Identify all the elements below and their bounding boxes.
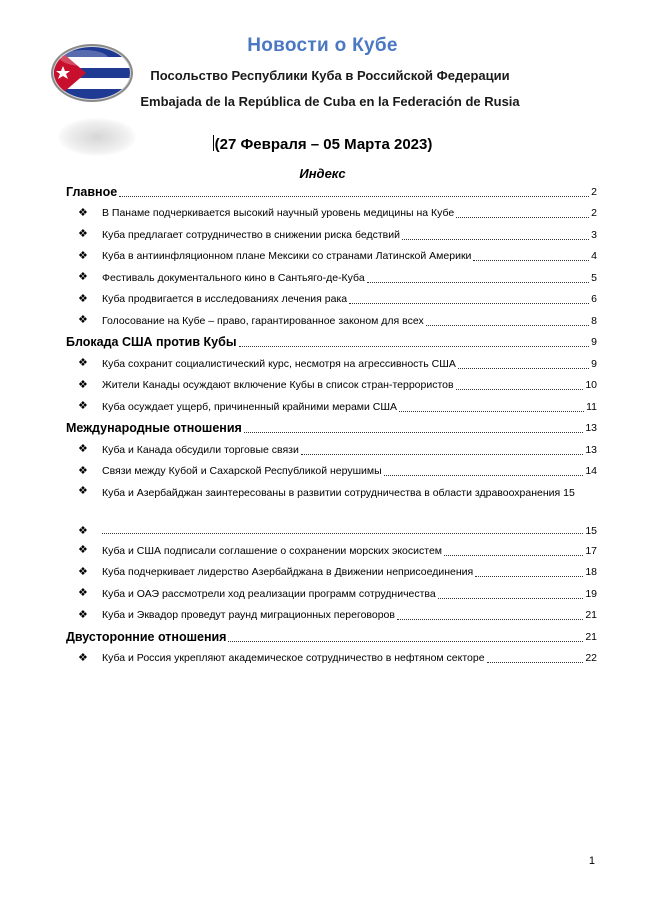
toc-leader-dots xyxy=(384,474,584,476)
toc-item[interactable] xyxy=(66,540,597,562)
toc-leader-dots xyxy=(397,618,583,620)
diamond-bullet-icon: ❖ xyxy=(78,314,88,327)
toc-item[interactable] xyxy=(66,648,597,670)
toc-item-title: Куба и Россия укрепляют академическое сотрудничество в нефтяном секторе xyxy=(102,652,485,665)
page-number: 1 xyxy=(588,855,595,867)
toc-leader-dots xyxy=(367,281,589,283)
diamond-bullet-icon: ❖ xyxy=(78,378,88,391)
toc-item[interactable] xyxy=(66,246,597,268)
toc-item-title: Куба предлагает сотрудничество в снижении риска бедствий xyxy=(102,228,400,241)
toc-item-title: Куба и ОАЭ рассмотрели ход реализации программ сотрудничества xyxy=(102,587,436,600)
date-range xyxy=(0,135,645,153)
toc-page-number: 9 xyxy=(591,357,597,370)
diamond-bullet-icon: ❖ xyxy=(78,271,88,284)
toc-leader-dots xyxy=(244,431,583,433)
toc-leader-dots xyxy=(475,575,583,577)
toc-page-number: 8 xyxy=(591,314,597,327)
toc-leader-dots xyxy=(473,259,589,261)
toc-item[interactable] xyxy=(66,461,597,483)
diamond-bullet-icon: ❖ xyxy=(78,565,88,578)
toc-item[interactable] xyxy=(66,375,597,397)
toc-page-number: 11 xyxy=(586,400,597,413)
toc-section[interactable] xyxy=(66,181,597,203)
toc-item-title: Фестиваль документального кино в Сантьяго-де-Куба xyxy=(102,271,365,284)
toc-leader-dots xyxy=(438,597,584,599)
toc-item-title: Куба и Канада обсудили торговые связи xyxy=(102,443,299,456)
toc-leader-dots xyxy=(487,661,584,663)
toc-page-number: 13 xyxy=(585,422,597,435)
toc-page-number: 21 xyxy=(585,609,597,622)
toc-page-number: 22 xyxy=(585,652,597,665)
toc-leader-dots xyxy=(458,367,589,369)
toc-item[interactable] xyxy=(66,203,597,225)
diamond-bullet-icon: ❖ xyxy=(78,357,88,370)
toc-page-number: 3 xyxy=(591,228,597,241)
diamond-bullet-icon: ❖ xyxy=(78,651,88,664)
toc-page-number: 18 xyxy=(585,566,597,579)
toc-item-title: Куба сохранит социалистический курс, несмотря на агрессивность США xyxy=(102,357,456,370)
toc-item-title: Куба и Азербайджан заинтересованы в развитии сотрудничества в области здравоохранения 15 xyxy=(102,487,575,499)
toc-section[interactable] xyxy=(66,418,597,440)
toc-item[interactable] xyxy=(66,224,597,246)
toc-leader-dots xyxy=(239,345,590,347)
toc-page-number: 5 xyxy=(591,271,597,284)
toc-section-title: Двусторонние отношения xyxy=(66,629,227,644)
text-cursor xyxy=(213,135,214,151)
toc-leader-dots xyxy=(426,324,589,326)
document-title: Новости о Кубе xyxy=(247,35,398,56)
toc-page-number: 6 xyxy=(591,293,597,306)
toc-page-number: 15 xyxy=(585,525,597,537)
diamond-bullet-icon: ❖ xyxy=(78,544,88,557)
toc-section[interactable] xyxy=(66,626,597,648)
diamond-bullet-icon: ❖ xyxy=(78,485,88,497)
diamond-bullet-icon: ❖ xyxy=(78,443,88,456)
toc-item[interactable] xyxy=(66,482,597,522)
toc-item-title: Голосование на Кубе – право, гарантированное законом для всех xyxy=(102,314,424,327)
table-of-contents xyxy=(66,181,597,669)
toc-item[interactable] xyxy=(66,583,597,605)
toc-leader-dots xyxy=(399,410,584,412)
toc-page-number: 13 xyxy=(585,443,597,456)
toc-page-number: 9 xyxy=(591,336,597,349)
toc-page-number: 14 xyxy=(585,465,597,478)
toc-item-title: Куба осуждает ущерб, причиненный крайними мерами США xyxy=(102,400,398,413)
toc-page-number: 19 xyxy=(585,587,597,600)
toc-item[interactable] xyxy=(66,289,597,311)
diamond-bullet-icon: ❖ xyxy=(78,292,88,305)
diamond-bullet-icon: ❖ xyxy=(78,400,88,413)
toc-leader-dots xyxy=(228,640,583,642)
toc-item-title: Куба подчеркивает лидерство Азербайджана в Движении неприсоединения xyxy=(102,566,474,579)
toc-item-title: Куба продвигается в исследованиях лечения рака xyxy=(102,293,348,306)
toc-item-title: В Панаме подчеркивается высокий научный уровень медицины на Кубе xyxy=(102,207,455,220)
toc-leader-dots xyxy=(456,216,589,218)
toc-page-number: 17 xyxy=(585,544,597,557)
toc-leader-dots xyxy=(301,453,583,455)
toc-leader-dots xyxy=(444,554,583,556)
toc-leader-dots xyxy=(102,532,583,534)
toc-item-title: Жители Канады осуждают включение Кубы в список стран-террористов xyxy=(102,379,454,392)
diamond-bullet-icon: ❖ xyxy=(78,587,88,600)
toc-page-number: 4 xyxy=(591,250,597,263)
diamond-bullet-icon: ❖ xyxy=(78,608,88,621)
diamond-bullet-icon: ❖ xyxy=(78,206,88,219)
toc-section[interactable] xyxy=(66,332,597,354)
toc-leader-dots xyxy=(119,195,589,197)
toc-page-number: 2 xyxy=(591,185,597,198)
toc-page-number: 2 xyxy=(591,207,597,220)
toc-section-title: Главное xyxy=(66,184,118,199)
diamond-bullet-icon: ❖ xyxy=(78,228,88,241)
toc-leader-dots xyxy=(349,302,589,304)
diamond-bullet-icon: ❖ xyxy=(78,524,88,537)
toc-item[interactable] xyxy=(66,396,597,418)
toc-leader-dots xyxy=(456,388,584,390)
subtitle-russian: Посольство Республики Куба в Российской Федерации xyxy=(150,68,510,83)
toc-page-number: 21 xyxy=(585,630,597,643)
toc-item[interactable] xyxy=(66,267,597,289)
toc-item-title: Куба и США подписали соглашение о сохранении морских экосистем xyxy=(102,544,443,557)
toc-item[interactable] xyxy=(66,605,597,627)
toc-item-title: Связи между Кубой и Сахарской Республикой нерушимы xyxy=(102,465,382,478)
toc-section-title: Блокада США против Кубы xyxy=(66,335,237,350)
date-range-text: (27 Февраля – 05 Марта 2023) xyxy=(214,136,433,153)
toc-page-number: 10 xyxy=(585,379,597,392)
toc-item-title: Куба и Эквадор проведут раунд миграционных переговоров xyxy=(102,609,395,622)
toc-item-title: Куба в антиинфляционном плане Мексики со странами Латинской Америки xyxy=(102,250,472,263)
toc-leader-dots xyxy=(402,238,589,240)
toc-item[interactable] xyxy=(66,310,597,332)
toc-section-title: Международные отношения xyxy=(66,421,242,436)
toc-item[interactable] xyxy=(66,562,597,584)
diamond-bullet-icon: ❖ xyxy=(78,464,88,477)
toc-item[interactable] xyxy=(66,522,597,540)
toc-item[interactable] xyxy=(66,353,597,375)
toc-item[interactable] xyxy=(66,439,597,461)
diamond-bullet-icon: ❖ xyxy=(78,249,88,262)
index-heading: Индекс xyxy=(299,166,346,181)
subtitle-spanish: Embajada de la República de Cuba en la Federación de Rusia xyxy=(140,94,520,109)
